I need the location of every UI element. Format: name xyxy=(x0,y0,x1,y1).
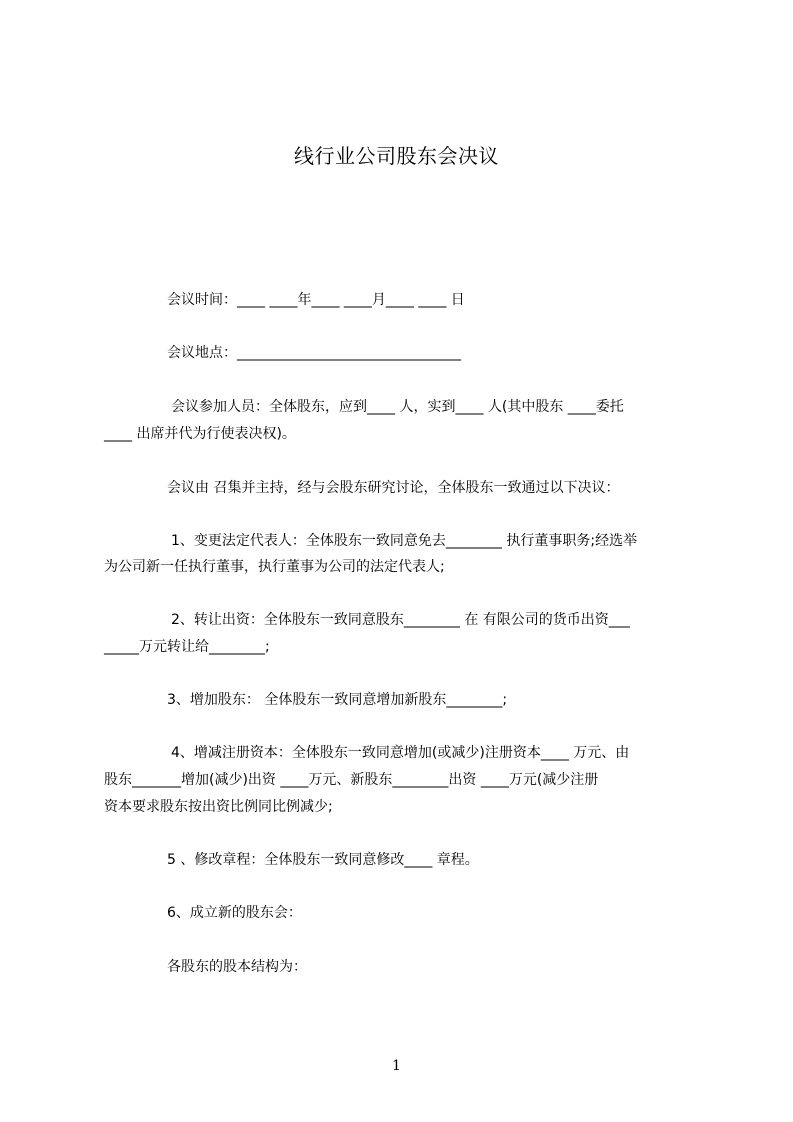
item1-line-1: 1、变更法定代表人：全体股东一致同意免去________ 执行董事职务;经选举 xyxy=(171,533,638,549)
item3-line: 3、增加股东： 全体股东一致同意增加新股东________; xyxy=(167,692,508,708)
structure-line: 各股东的股本结构为： xyxy=(167,959,307,975)
item6-line: 6、成立新的股东会： xyxy=(167,905,302,921)
page-number: 1 xyxy=(392,1058,401,1074)
meeting-time-line: 会议时间：____ ____年____ ____月____ ____ 日 xyxy=(167,292,465,308)
meeting-place-line: 会议地点：________________________________ xyxy=(167,345,461,361)
item4-line-3: 资本要求股东按出资比例同比例减少; xyxy=(104,799,333,815)
intro-line: 会议由 召集并主持，经与会股东研究讨论，全体股东一致通过以下决议： xyxy=(167,480,620,496)
page-title: 线行业公司股东会决议 xyxy=(294,144,499,168)
attendees-line-1: 会议参加人员：全体股东，应到____ 人，实到____ 人(其中股东 ____委托 xyxy=(171,399,624,415)
item5-line: 5 、修改章程：全体股东一致同意修改____ 章程。 xyxy=(167,852,479,868)
item4-line-1: 4、增减注册资本：全体股东一致同意增加(或减少)注册资本____ 万元、由 xyxy=(171,745,630,761)
attendees-line-2: ____ 出席并代为行使表决权)。 xyxy=(104,426,296,442)
item2-line-2: _____万元转让给________; xyxy=(104,639,270,655)
item4-line-2: 股东_______增加(减少)出资 ____万元、新股东________出资 ____万元(减少注册 xyxy=(104,772,599,788)
item2-line-1: 2、转让出资：全体股东一致同意股东________ 在 有限公司的货币出资___ xyxy=(171,612,630,628)
item1-line-2: 为公司新一任执行董事，执行董事为公司的法定代表人; xyxy=(104,559,445,575)
